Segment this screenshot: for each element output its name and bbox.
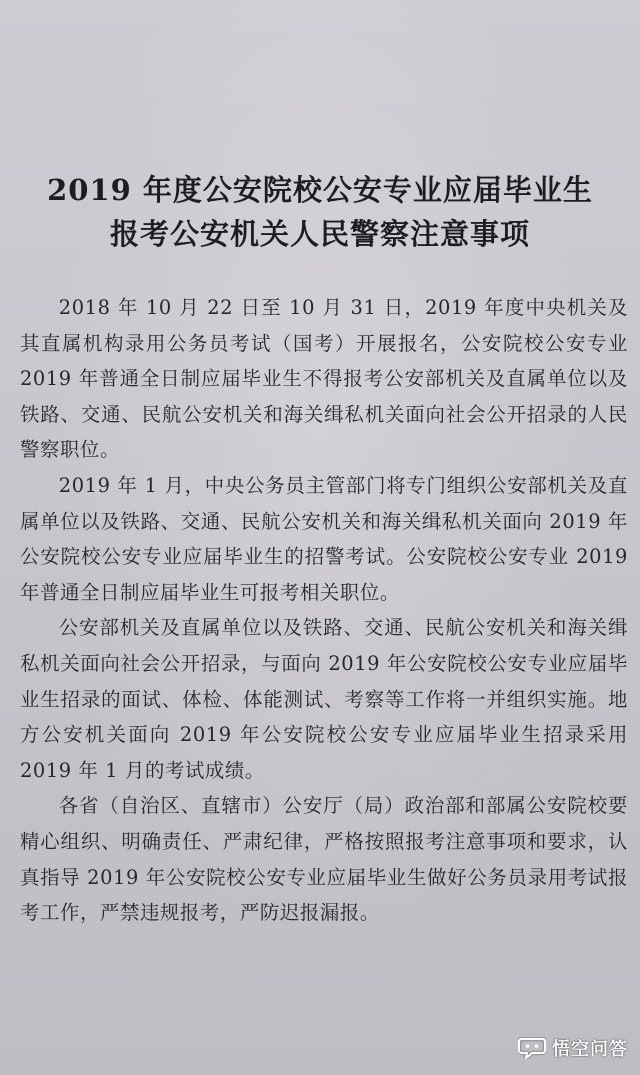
paragraph-3: 公安部机关及直属单位以及铁路、交通、民航公安机关和海关缉私机关面向社会公开招录，与面向 2019 年公安院校公安专业应届毕业生招录的面试、体检、体能测试、考察等工作将一并组织实施。地方公安机关面向 2019 年公安院校公安专业应届毕业生招录采用 2019 年 1 月的考试成绩。: [20, 616, 628, 782]
paragraph-1: 2018 年 10 月 22 日至 10 月 31 日，2019 年度中央机关及其直属机构录用公务员考试（国考）开展报名，公安院校公安专业 2019 年普通全日制应届毕业生不得报考公安部机关及直属单位以及铁路、交通、民航公安机关和海关缉私机关面向社会公开招录的人民警察职位。: [20, 296, 628, 462]
wukong-speech-bubble-icon: [518, 1037, 546, 1059]
paragraph-4: 各省（自治区、直辖市）公安厅（局）政治部和部属公安院校要精心组织、明确责任、严肃纪律，严格按照报考注意事项和要求，认真指导 2019 年公安院校公安专业应届毕业生做好公务员录用考试报考工作，严禁违规报考，严防迟报漏报。: [20, 794, 628, 925]
document-title-line-1: 2019 年度公安院校公安专业应届毕业生: [47, 173, 593, 207]
document-body: [20, 290, 628, 931]
document-title-line-2: 报考公安机关人民警察注意事项: [109, 217, 530, 251]
watermark-text: 悟空问答: [552, 1039, 628, 1060]
watermark: [518, 1035, 628, 1061]
paragraph-2: 2019 年 1 月，中央公务员主管部门将专门组织公安部机关及直属单位以及铁路、交通、民航公安机关和海关缉私机关面向 2019 年公安院校公安专业应届毕业生的招警考试。公安院校公安专业 2019 年普通全日制应届毕业生可报考相关职位。: [20, 473, 628, 604]
